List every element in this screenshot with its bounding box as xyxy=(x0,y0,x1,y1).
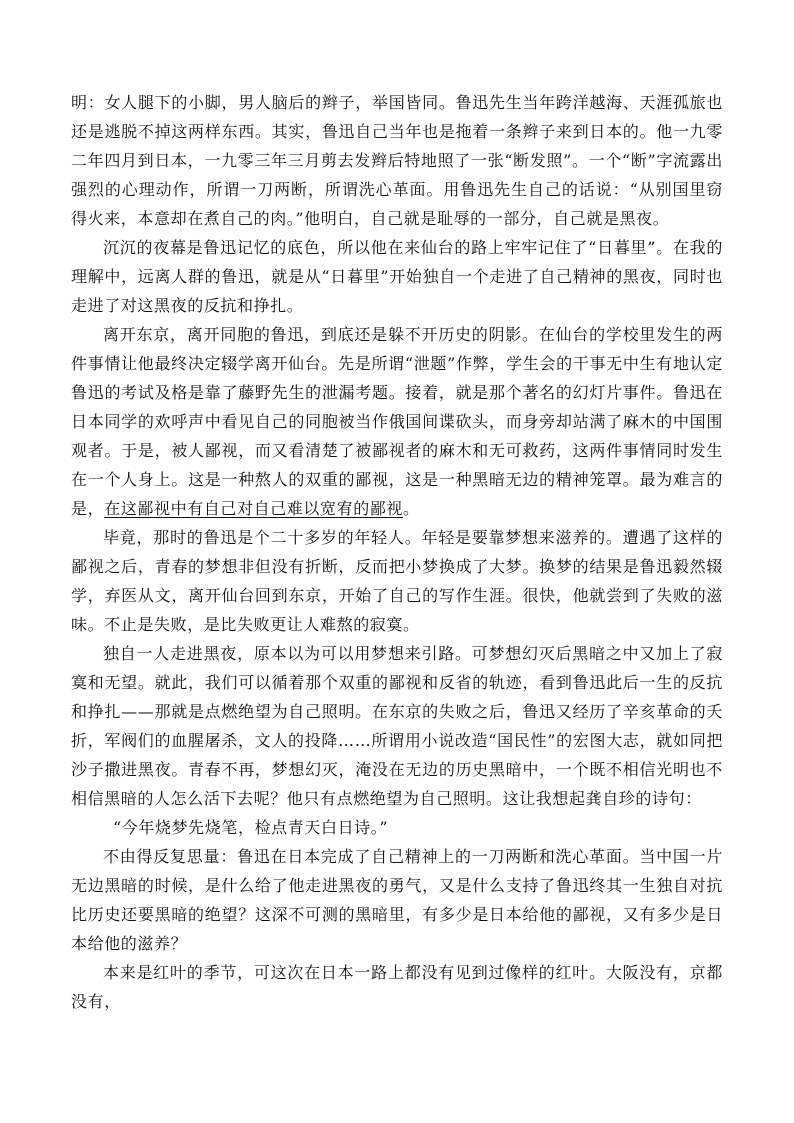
paragraph-3-tail: 。 xyxy=(403,499,420,518)
paragraph-3 xyxy=(71,320,723,523)
document-page xyxy=(71,88,723,1016)
paragraph-5: 独自一人走进黑夜，原本以为可以用梦想来引路。可梦想幻灭后黑暗之中又加上了寂寞和无望。就此，我们可以循着那个双重的鄙视和反省的轨迹，看到鲁迅此后一生的反抗和挣扎——那就是点燃绝望为自己照明。在东京的失败之后，鲁迅又经历了辛亥革命的夭折，军阀们的血腥屠杀，文人的投降……所谓用小说改造“国民性”的宏图大志，就如同把沙子撒进黑夜。青春不再，梦想幻灭，淹没在无边的历史黑暗中，一个既不相信光明也不相信黑暗的人怎么活下去呢？他只有点燃绝望为自己照明。这让我想起龚自珍的诗句： xyxy=(71,644,723,808)
paragraph-4: 毕竟，那时的鲁迅是个二十多岁的年轻人。年轻是要靠梦想来滋养的。遭遇了这样的鄙视之后，青春的梦想非但没有折断，反而把小梦换成了大梦。换梦的结果是鲁迅毅然辍学，弃医从文，离开仙台回到东京，开始了自己的写作生涯。很快，他就尝到了失败的滋味。不止是失败，是比失败更让人难熬的寂寞。 xyxy=(71,528,723,634)
paragraph-1: 明：女人腿下的小脚，男人脑后的辫子，举国皆同。鲁迅先生当年跨洋越海、天涯孤旅也还是逃脱不掉这两样东西。其实，鲁迅自己当年也是拖着一条辫子来到日本的。他一九零二年四月到日本，一九零三年三月剪去发辫后特地照了一张“断发照”。一个“断”字流露出强烈的心理动作，所谓一刀两断，所谓洗心革面。用鲁迅先生自己的话说：“从别国里窃得火来，本意却在煮自己的肉。”他明白，自己就是耻辱的一部分，自己就是黑夜。 xyxy=(71,93,723,228)
poem-quote: “今年烧梦先烧笔，检点青天白日诗。” xyxy=(113,818,389,837)
paragraph-6: 不由得反复思量：鲁迅在日本完成了自己精神上的一刀两断和洗心革面。当中国一片无边黑暗的时候，是什么给了他走进黑夜的勇气，又是什么支持了鲁迅终其一生独自对抗比历史还要黑暗的绝望？这深不可测的黑暗里，有多少是日本给他的鄙视，又有多少是日本给他的滋养？ xyxy=(71,847,723,953)
underlined-phrase: 在这鄙视中有自己对自己难以宽宥的鄙视 xyxy=(104,499,404,518)
paragraph-7: 本来是红叶的季节，可这次在日本一路上都没有见到过像样的红叶。大阪没有，京都没有， xyxy=(71,963,723,1011)
paragraph-2: 沉沉的夜幕是鲁迅记忆的底色，所以他在来仙台的路上牢牢记住了“日暮里”。在我的理解中，远离人群的鲁迅，就是从“日暮里”开始独自一个走进了自己精神的黑夜，同时也走进了对这黑夜的反抗和挣扎。 xyxy=(71,238,723,315)
paragraph-3-text: 离开东京，离开同胞的鲁迅，到底还是躲不开历史的阴影。在仙台的学校里发生的两件事情让他最终决定辍学离开仙台。先是所谓“泄题”作弊，学生会的干事无中生有地认定鲁迅的考试及格是靠了藤野先生的泄漏考题。接着，就是那个著名的幻灯片事件。鲁迅在日本同学的欢呼声中看见自己的同胞被当作俄国间谍砍头，而身旁却站满了麻木的中国围观者。于是，被人鄙视，而又看清楚了被鄙视者的麻木和无可救药，这两件事情同时发生在一个人身上。这是一种熬人的双重的鄙视，这是一种黑暗无边的精神笼罩。最为难言的是， xyxy=(71,325,723,518)
